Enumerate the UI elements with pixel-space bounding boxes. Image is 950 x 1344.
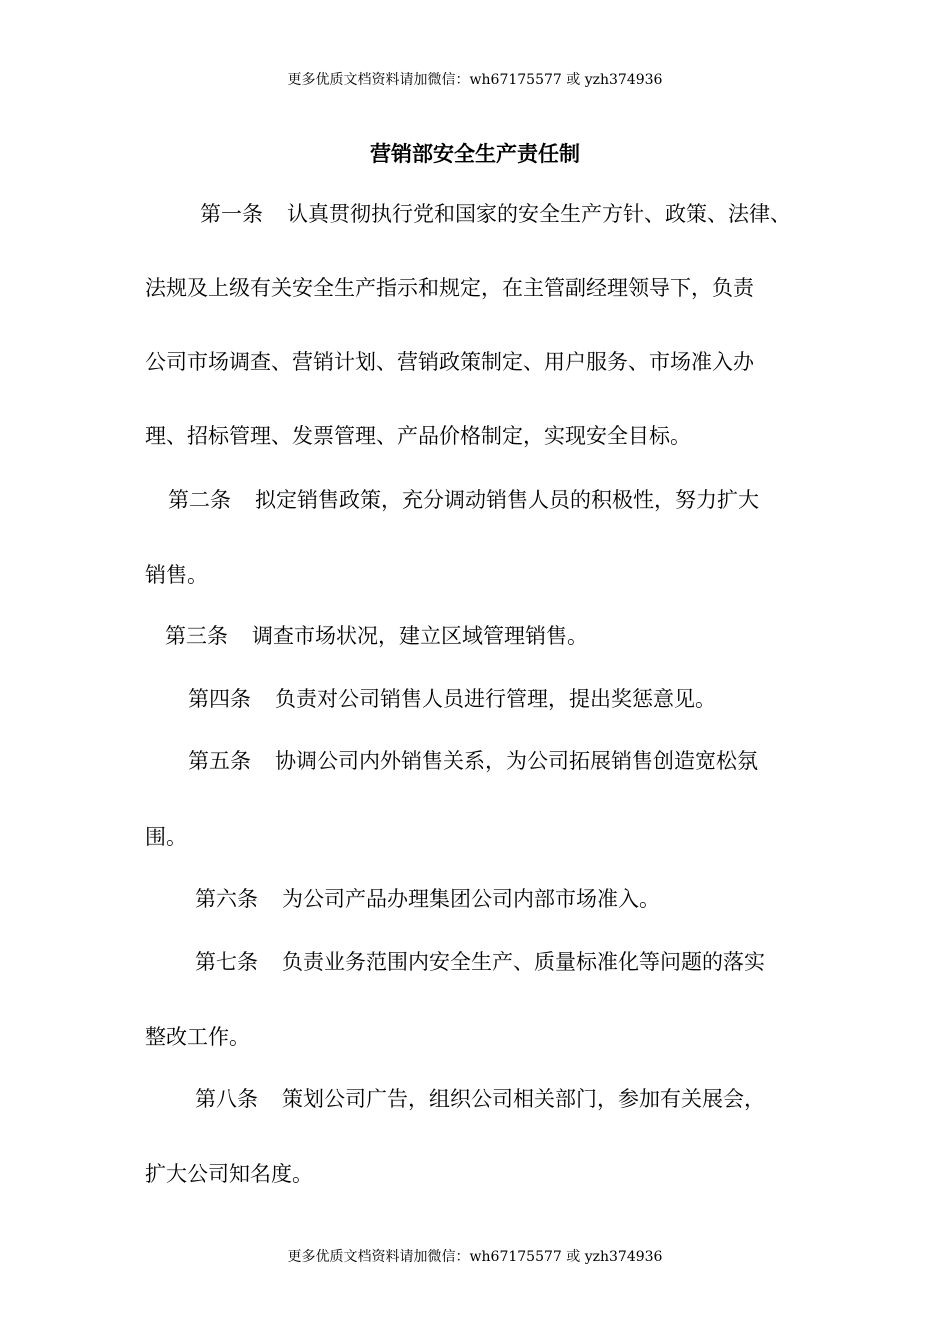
article-label: 第二条 <box>168 488 231 512</box>
article-text: 策划公司广告，组织公司相关部门，参加有关展会， <box>282 1087 765 1111</box>
article-first-line <box>188 747 758 775</box>
article-text: 扩大公司知名度。 <box>145 1162 313 1186</box>
document-title: 营销部安全生产责任制 <box>370 141 580 166</box>
article-text: 理、招标管理、发票管理、产品价格制定，实现安全目标。 <box>145 424 691 448</box>
article-first-line <box>168 486 759 514</box>
article-text: 法规及上级有关安全生产指示和规定，在主管副经理领导下，负责 <box>145 276 754 300</box>
article-first-line <box>188 685 716 713</box>
article-label: 第五条 <box>188 749 251 773</box>
article-label: 第三条 <box>165 624 228 648</box>
page-header: 更多优质文档资料请加微信：wh67175577 或 yzh374936 <box>287 72 663 88</box>
article-first-line <box>165 622 588 650</box>
article-text: 为公司产品办理集团公司内部市场准入。 <box>282 887 660 911</box>
article-text: 围。 <box>145 825 187 849</box>
article-label: 第四条 <box>188 687 251 711</box>
article-first-line <box>195 948 765 976</box>
article-first-line <box>195 1085 765 1113</box>
page-footer: 更多优质文档资料请加微信：wh67175577 或 yzh374936 <box>287 1249 663 1265</box>
article-label: 第七条 <box>195 950 258 974</box>
article-text: 整改工作。 <box>145 1025 250 1049</box>
article-text: 负责业务范围内安全生产、质量标准化等问题的落实 <box>282 950 765 974</box>
article-text: 认真贯彻执行党和国家的安全生产方针、政策、法律、 <box>287 202 791 226</box>
article-text: 协调公司内外销售关系，为公司拓展销售创造宽松氛 <box>275 749 758 773</box>
article-first-line <box>195 885 660 913</box>
article-text: 销售。 <box>145 563 208 587</box>
article-text: 调查市场状况，建立区域管理销售。 <box>252 624 588 648</box>
article-text: 拟定销售政策，充分调动销售人员的积极性，努力扩大 <box>255 488 759 512</box>
article-first-line <box>200 200 791 228</box>
article-label: 第六条 <box>195 887 258 911</box>
article-label: 第八条 <box>195 1087 258 1111</box>
article-text: 负责对公司销售人员进行管理，提出奖惩意见。 <box>275 687 716 711</box>
article-label: 第一条 <box>200 202 263 226</box>
article-text: 公司市场调查、营销计划、营销政策制定、用户服务、市场准入办 <box>145 350 754 374</box>
